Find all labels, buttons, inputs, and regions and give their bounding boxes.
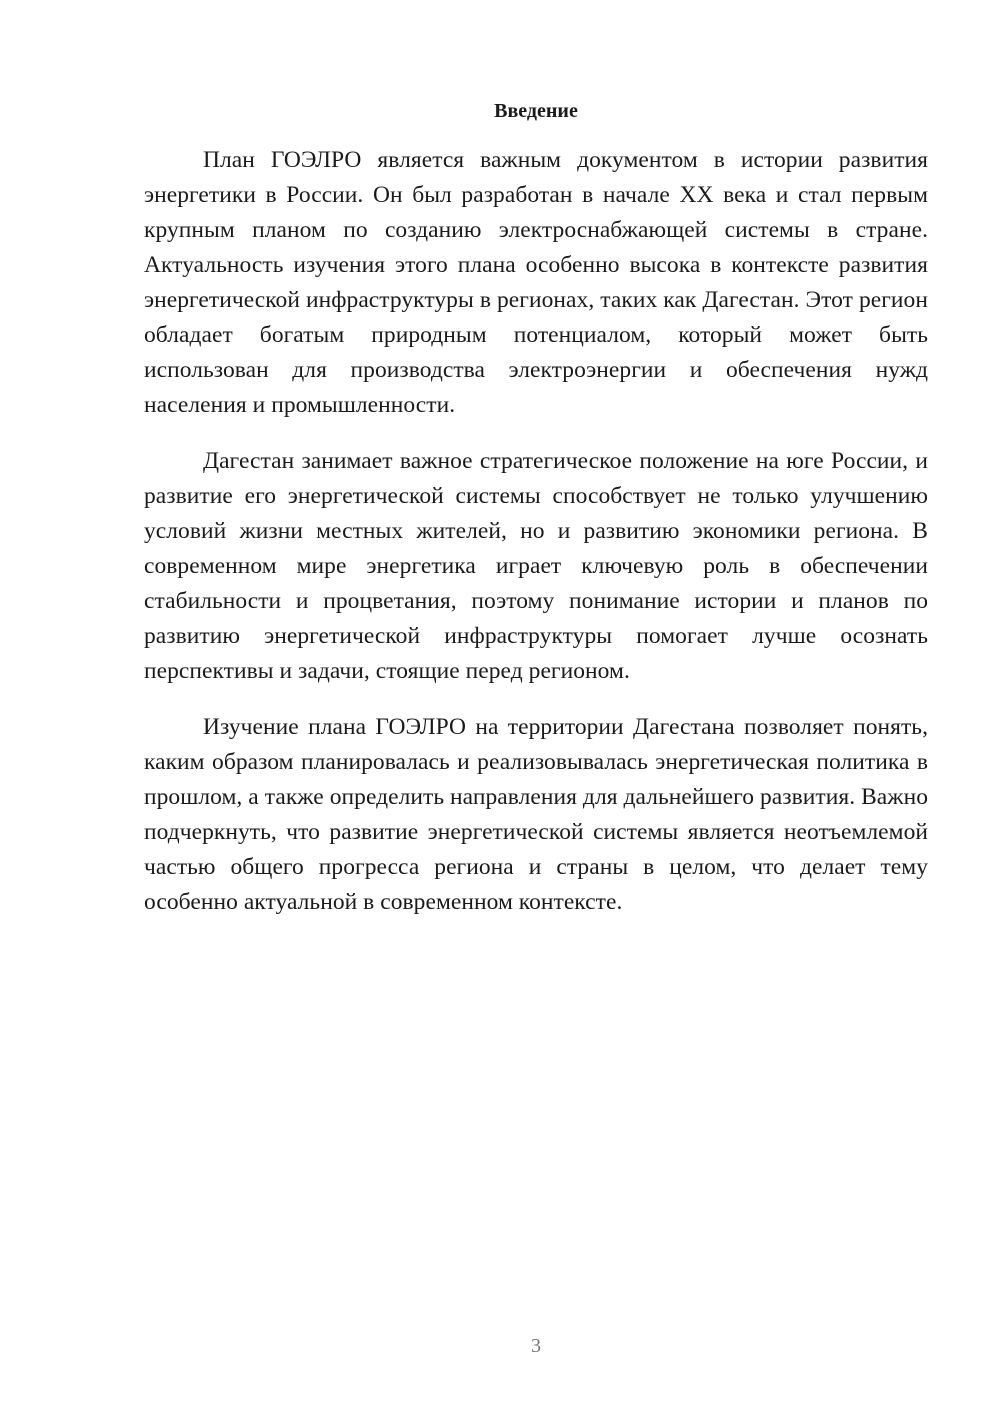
paragraph-3: Изучение плана ГОЭЛРО на территории Дагестана позволяет понять, каким образом планировалась и реализовывалась энергетическая политика в прошлом, а также определить направления для дальнейшего развития. Важно подчеркнуть, что развитие энергетической системы является неотъемлемой частью общего прогресса региона и страны в целом, что делает тему особенно актуальной в современном контексте. bbox=[144, 714, 928, 915]
page-number: 3 bbox=[531, 1335, 541, 1357]
paragraph-2: Дагестан занимает важное стратегическое положение на юге России, и развитие его энергетической системы способствует не только улучшению условий жизни местных жителей, но и развитию экономики региона. В современном мире энергетика играет ключевую роль в обеспечении стабильности и процветания, поэтому понимание истории и планов по развитию энергетической инфраструктуры помогает лучше осознать перспективы и задачи, стоящие перед регионом. bbox=[144, 448, 928, 684]
section-heading: Введение bbox=[494, 100, 578, 122]
paragraph-1: План ГОЭЛРО является важным документом в истории развития энергетики в России. Он был разработан в начале XX века и стал первым крупным планом по созданию электроснабжающей системы в стране. Актуальность изучения этого плана особенно высока в контексте развития энергетической инфраструктуры в регионах, таких как Дагестан. Этот регион обладает богатым природным потенциалом, который может быть использован для производства электроэнергии и обеспечения нужд населения и промышленности. bbox=[144, 147, 928, 418]
body-text bbox=[144, 143, 928, 941]
